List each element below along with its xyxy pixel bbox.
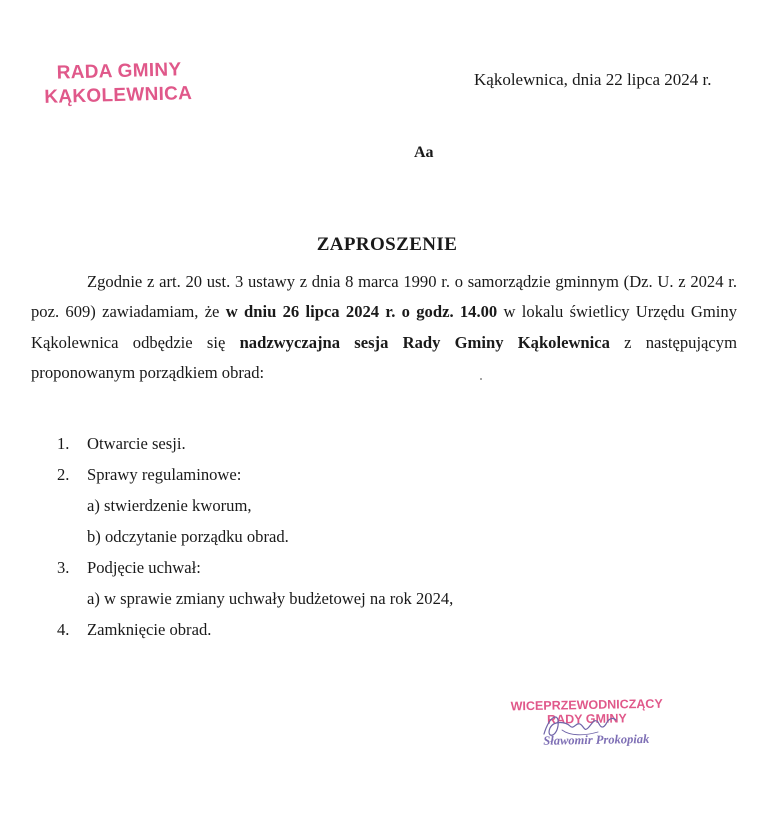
agenda-list [57, 428, 453, 645]
session-name: nadzwyczajna sesja Rady Gminy Kąkolewnica [239, 332, 610, 352]
stamp-line-2: KĄKOLEWNICA [44, 83, 193, 108]
list-item [57, 614, 453, 645]
item-text: Sprawy regulaminowe: [87, 465, 242, 484]
document-title: ZAPROSZENIE [316, 234, 458, 255]
aa-mark: Aa [414, 144, 434, 161]
session-datetime: w dniu 26 lipca 2024 r. o godz. 14.00 [225, 302, 498, 322]
item-number: 2. [57, 465, 70, 484]
stray-dot [480, 378, 482, 380]
invitation-paragraph [31, 267, 737, 388]
sub-item: a) w sprawie zmiany uchwały budżetowej na rok 2024, [87, 589, 454, 608]
paragraph-part-1: Zgodnie z art. 20 ust. 3 ustawy z dnia 8 marca 1990 r. o samorządzie gminnym (Dz. U. z 2024 r. poz. 609) zawiadamiam, że [31, 272, 737, 322]
item-number: 4. [57, 620, 70, 639]
sub-item: b) odczytanie porządku obrad. [87, 527, 289, 546]
stamp-line-1: RADA GMINY [56, 59, 182, 84]
item-number: 3. [57, 558, 70, 577]
item-text: Otwarcie sesji. [87, 434, 186, 453]
signature-title-line-2: RADY GMINY [546, 711, 627, 727]
handwritten-signature-icon [540, 708, 620, 742]
item-text: Podjęcie uchwał: [87, 558, 201, 577]
item-number: 1. [57, 434, 70, 453]
sub-item: a) stwierdzenie kworum, [87, 496, 252, 515]
paragraph-part-2: w lokalu świetlicy Urzędu Gminy Kąkolewnica odbędzie się [31, 302, 738, 352]
signatory-name: Sławomir Prokopiak [543, 731, 650, 748]
council-stamp [43, 58, 192, 110]
list-item [57, 459, 453, 490]
item-text: Zamknięcie obrad. [87, 620, 212, 639]
paragraph-part-3: z następującym proponowanym porządkiem obrad: [31, 332, 737, 382]
document-date: Kąkolewnica, dnia 22 lipca 2024 r. [474, 70, 712, 89]
signature-title-line-1: WICEPRZEWODNICZĄCY [510, 696, 663, 714]
list-item [57, 428, 453, 459]
list-item [57, 552, 453, 583]
